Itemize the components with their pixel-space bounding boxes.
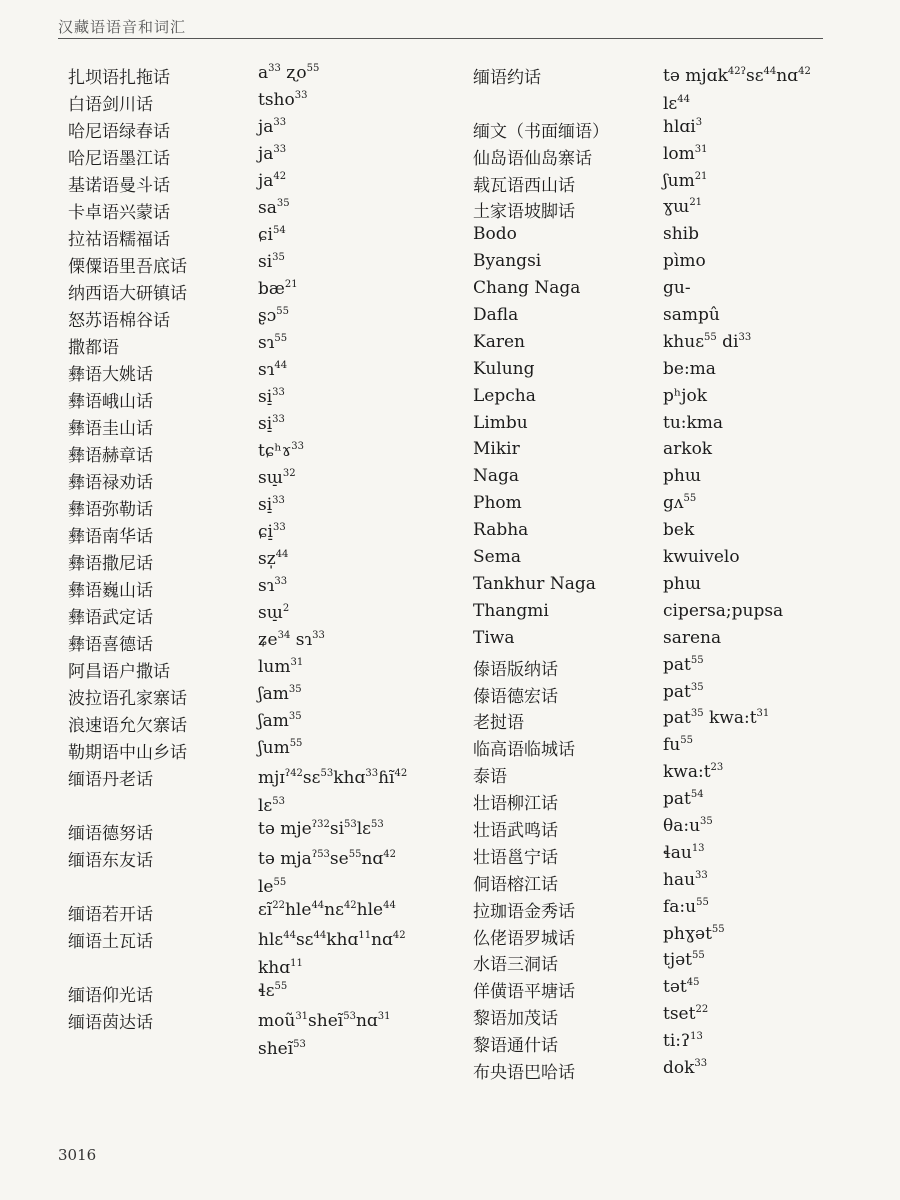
word-form: sɿ$^{44}$ — [258, 360, 288, 380]
entry-row — [68, 117, 463, 144]
dialect-name: 壮语柳江话 — [473, 794, 558, 815]
entry-row — [68, 657, 463, 684]
entry-row — [68, 306, 463, 333]
word-form-continuation: khɑ$^{11}$ — [258, 958, 303, 978]
word-form: hlɛ$^{44}$sɛ$^{44}$khɑ$^{11}$nɑ$^{42}$ khɑ$^{11}$ — [258, 927, 406, 982]
entry-row — [473, 708, 853, 735]
entry-row — [68, 225, 463, 252]
dialect-name: 彝语禄劝话 — [68, 473, 153, 493]
word-form: ʃam$^{35}$ — [258, 711, 302, 731]
word-form: ɕi$^{54}$ — [258, 225, 286, 245]
dialect-name: Kulung — [473, 358, 535, 379]
word-form: pìmo — [663, 251, 706, 272]
word-form: ti:ʔ$^{13}$ — [663, 1031, 703, 1052]
entry-row — [68, 981, 463, 1008]
word-form: $kwa:t^{23}$ — [663, 762, 724, 783]
word-form: phɯ — [663, 573, 701, 594]
dialect-name: 傣语版纳话 — [473, 659, 558, 680]
entry-row — [473, 466, 853, 493]
left-column — [68, 63, 463, 1062]
dialect-name: 侗语榕江话 — [473, 874, 558, 895]
word-form: ʃam$^{35}$ — [258, 684, 302, 704]
word-form: ʃum$^{21}$ — [663, 170, 708, 191]
entry-row — [473, 1031, 853, 1058]
dialect-name: 彝语弥勒话 — [68, 500, 153, 520]
word-form: mjɪ$^{ʔ42}$sɛ$^{53}$khɑ$^{33}$ɦĩ$^{42}$ lɛ$^{53}$ — [258, 765, 407, 820]
word-form: tə $mja^{ʔ53}se^{55}nɑ^{42}$ $le^{55}$ — [258, 846, 396, 901]
dialect-name: 布央语巴哈话 — [473, 1062, 575, 1083]
word-form: ɬɛ$^{55}$ — [258, 981, 288, 1001]
entry-row — [473, 816, 853, 843]
dialect-name: Karen — [473, 331, 525, 352]
entry-row — [68, 468, 463, 495]
dialect-name: Tiwa — [473, 627, 515, 648]
dialect-name: 波拉语孔家寨话 — [68, 689, 187, 709]
header-rule — [58, 38, 823, 39]
word-form: tə mjɑk$^{42ʔ}$sɛ$^{44}$nɑ$^{42}$ lɛ$^{44}$ — [663, 63, 811, 118]
dialect-name: 土家语坡脚话 — [473, 202, 575, 223]
dialect-name: 黎语加茂话 — [473, 1009, 558, 1030]
dialect-name: 白语剑川话 — [68, 95, 153, 115]
dialect-name: 彝语圭山话 — [68, 419, 153, 439]
entry-row — [68, 279, 463, 306]
word-form: kwuivelo — [663, 547, 740, 568]
word-form-continuation: $le^{55}$ — [258, 877, 287, 897]
dialect-name: 缅语约话 — [473, 68, 541, 88]
running-header: 汉藏语语音和词汇 — [58, 18, 187, 36]
dialect-name: 纳西语大研镇话 — [68, 284, 187, 304]
entry-row — [68, 414, 463, 441]
dialect-name: 哈尼语绿春话 — [68, 122, 170, 142]
entry-row — [473, 332, 853, 359]
word-form: sɯ̠$^{32}$ — [258, 468, 296, 488]
word-form: ɛĩ$^{22}$hle$^{44}$nɛ$^{42}$hle$^{44}$ — [258, 900, 396, 920]
word-form-continuation: lɛ$^{53}$ — [258, 796, 285, 816]
entry-row — [68, 765, 463, 819]
dialect-name: 老挝语 — [473, 713, 524, 734]
entry-row — [68, 252, 463, 279]
word-form: arkok — [663, 439, 713, 460]
entry-row — [68, 495, 463, 522]
entry-row — [68, 63, 463, 90]
dialect-name: 彝语武定话 — [68, 608, 153, 628]
word-form: pat$^{35}$ — [663, 681, 704, 702]
word-form: phɣət$^{55}$ — [663, 923, 725, 944]
dialect-name: 泰语 — [473, 767, 507, 788]
dialect-name: 基诺语曼斗话 — [68, 176, 170, 196]
word-form: gu- — [663, 278, 691, 299]
dialect-name: 彝语撒尼话 — [68, 554, 153, 574]
word-form-continuation: lɛ$^{44}$ — [663, 93, 690, 114]
dialect-name: 撒都语 — [68, 338, 119, 358]
word-form: be:ma — [663, 358, 716, 379]
dialect-name: Lepcha — [473, 385, 536, 406]
entry-row — [68, 603, 463, 630]
dialect-name: 缅语仰光话 — [68, 986, 153, 1006]
entry-row — [68, 90, 463, 117]
word-form: ɣɯ$^{21}$ — [663, 197, 703, 218]
word-form: tət$^{45}$ — [663, 977, 700, 998]
dialect-name: 彝语喜德话 — [68, 635, 153, 655]
dialect-name: 缅语丹老话 — [68, 770, 153, 790]
word-form: ʃum$^{55}$ — [258, 738, 303, 758]
word-form: lum$^{31}$ — [258, 657, 304, 677]
dialect-name: 彝语赫章话 — [68, 446, 153, 466]
entry-row — [473, 547, 853, 574]
dialect-name: 彝语南华话 — [68, 527, 153, 547]
entry-row — [473, 601, 853, 628]
entry-row — [473, 386, 853, 413]
dialect-name: 扎坝语扎拖话 — [68, 68, 170, 88]
word-form: pʰjok — [663, 385, 708, 406]
dialect-name: Tankhur Naga — [473, 573, 596, 594]
entry-row — [473, 977, 853, 1004]
word-form: sarena — [663, 627, 722, 648]
entry-row — [473, 843, 853, 870]
dialect-name: Naga — [473, 466, 520, 487]
entry-row — [473, 628, 853, 655]
word-form: moũ$^{31}$sheĩ$^{53}$nɑ$^{31}$ sheĩ$^{53}$ — [258, 1008, 391, 1063]
entry-row — [473, 171, 853, 198]
dialect-name: 彝语峨山话 — [68, 392, 153, 412]
word-form: hlɑi$^3$ — [663, 116, 703, 137]
word-form: hau$^{33}$ — [663, 869, 708, 890]
entry-row — [473, 305, 853, 332]
entry-row — [68, 711, 463, 738]
entry-row — [473, 950, 853, 977]
dialect-name: 壮语武鸣话 — [473, 820, 558, 841]
entry-row — [473, 735, 853, 762]
word-form: tu:kma — [663, 412, 724, 433]
word-form: lom$^{31}$ — [663, 143, 708, 164]
dialect-name: Rabha — [473, 520, 529, 541]
dialect-name: Mikir — [473, 439, 520, 460]
word-form: tɕʰɤ$^{33}$ — [258, 441, 305, 461]
entry-row — [473, 493, 853, 520]
word-form-continuation: sheĩ$^{53}$ — [258, 1039, 306, 1059]
word-form: sz̩$^{44}$ — [258, 549, 289, 569]
word-form: $fa:u^{55}$ — [663, 896, 709, 917]
entry-row — [473, 574, 853, 601]
word-form: $a^{33}$ ʐo$^{55}$ — [258, 63, 320, 83]
entry-row — [68, 684, 463, 711]
entry-row — [68, 171, 463, 198]
word-form: bek — [663, 520, 695, 541]
word-form: pat$^{35}$ $kwa:t^{31}$ — [663, 708, 770, 729]
dialect-name: 拉祜语糯福话 — [68, 230, 170, 250]
word-form: dok$^{33}$ — [663, 1057, 708, 1078]
word-form: $ja^{33}$ — [258, 117, 287, 137]
entry-row — [68, 738, 463, 765]
entry-row — [68, 549, 463, 576]
word-form: phɯ — [663, 466, 701, 487]
word-form: khuɛ$^{55}$ $di^{33}$ — [663, 331, 752, 352]
word-form: si̠$^{33}$ — [258, 495, 285, 515]
word-form: si̠$^{33}$ — [258, 387, 285, 407]
word-form: ʑe$^{34}$ sɿ$^{33}$ — [258, 630, 325, 650]
entry-row — [473, 870, 853, 897]
dialect-name: 卡卓语兴蒙话 — [68, 203, 170, 223]
dialect-name: Chang Naga — [473, 278, 581, 299]
entry-row — [473, 197, 853, 224]
entry-row — [473, 655, 853, 682]
right-column — [473, 63, 853, 1085]
dialect-name: Limbu — [473, 412, 528, 433]
entry-row — [473, 789, 853, 816]
entry-row — [473, 359, 853, 386]
word-form: sampû — [663, 305, 720, 326]
dialect-name: 傣语德宏话 — [473, 686, 558, 707]
entry-row — [473, 144, 853, 171]
word-form: tset$^{22}$ — [663, 1004, 709, 1025]
entry-row — [68, 846, 463, 900]
dialect-name: Dafla — [473, 305, 519, 326]
entry-row — [473, 117, 853, 144]
entry-row — [68, 387, 463, 414]
entry-row — [473, 520, 853, 547]
dialect-name: 缅文（书面缅语） — [473, 121, 609, 142]
dialect-name: 怒苏语棉谷话 — [68, 311, 170, 331]
word-form: $ja^{33}$ — [258, 144, 287, 164]
dialect-name: 黎语通什话 — [473, 1036, 558, 1057]
word-form: tsho$^{33}$ — [258, 90, 308, 110]
dialect-name: 阿昌语户撒话 — [68, 662, 170, 682]
word-form: $si^{35}$ — [258, 252, 285, 272]
entry-row — [473, 251, 853, 278]
word-form: tjət$^{55}$ — [663, 950, 705, 971]
entry-row — [68, 198, 463, 225]
dialect-name: 彝语大姚话 — [68, 365, 153, 385]
entry-row — [68, 900, 463, 927]
entry-row — [473, 63, 853, 117]
word-form: $bæ^{21}$ — [258, 279, 298, 299]
entry-row — [473, 413, 853, 440]
word-form: sɯ̠$^2$ — [258, 603, 290, 623]
entry-row — [68, 819, 463, 846]
entry-row — [473, 682, 853, 709]
entry-row — [473, 897, 853, 924]
word-form: pat$^{55}$ — [663, 654, 704, 675]
entry-row — [68, 522, 463, 549]
entry-row — [473, 278, 853, 305]
entry-row — [473, 439, 853, 466]
dialect-name: 缅语东友话 — [68, 851, 153, 871]
word-form: cipersa;pupsa — [663, 600, 784, 621]
dialect-name: 哈尼语墨江话 — [68, 149, 170, 169]
word-form: $sa^{35}$ — [258, 198, 290, 218]
word-form: sɿ$^{55}$ — [258, 333, 288, 353]
entry-row — [473, 1004, 853, 1031]
dialect-name: Byangsi — [473, 251, 542, 272]
word-form: ɬau$^{13}$ — [663, 842, 705, 863]
dialect-name: Phom — [473, 493, 522, 514]
entry-row — [68, 927, 463, 981]
dialect-name: 佯僙语平塘话 — [473, 982, 575, 1003]
word-form: gʌ$^{55}$ — [663, 493, 697, 514]
dialect-name: 壮语邕宁话 — [473, 847, 558, 868]
entry-row — [473, 762, 853, 789]
dialect-name: Sema — [473, 547, 521, 568]
entry-row — [68, 360, 463, 387]
entry-row — [68, 576, 463, 603]
dialect-name: 傈僳语里吾底话 — [68, 257, 187, 277]
entry-row — [473, 224, 853, 251]
dialect-name: Thangmi — [473, 600, 549, 621]
dialect-name: Bodo — [473, 224, 517, 245]
page-number: 3016 — [58, 1146, 97, 1164]
dialect-name: 勒期语中山乡话 — [68, 743, 187, 763]
word-form: sɿ$^{33}$ — [258, 576, 288, 596]
word-form: $\theta a:u^{35}$ — [663, 815, 713, 836]
dialect-name: 仫佬语罗城话 — [473, 928, 575, 949]
dialect-name: 缅语土瓦话 — [68, 932, 153, 952]
entry-row — [68, 333, 463, 360]
entry-row — [68, 630, 463, 657]
entry-row — [473, 1058, 853, 1085]
dialect-name: 拉珈语金秀话 — [473, 901, 575, 922]
dialect-name: 彝语巍山话 — [68, 581, 153, 601]
word-form: $fu^{55}$ — [663, 735, 693, 756]
dialect-name: 临高语临城话 — [473, 740, 575, 761]
entry-row — [68, 1008, 463, 1062]
dialect-name: 浪速语允欠寨话 — [68, 716, 187, 736]
entry-row — [68, 144, 463, 171]
word-form: $ja^{42}$ — [258, 171, 287, 191]
word-form: si̠$^{33}$ — [258, 414, 285, 434]
word-form: tə $mje^{ʔ32}si^{53}lɛ^{53}$ — [258, 819, 384, 839]
entry-row — [473, 924, 853, 951]
word-form: shib — [663, 224, 699, 245]
word-form: pat$^{54}$ — [663, 789, 704, 810]
dialect-name: 缅语茵达话 — [68, 1013, 153, 1033]
dialect-name: 仙岛语仙岛寨话 — [473, 148, 592, 169]
word-form: ɕi̠$^{33}$ — [258, 522, 286, 542]
entry-row — [68, 441, 463, 468]
dialect-name: 缅语德努话 — [68, 824, 153, 844]
dialect-name: 载瓦语西山话 — [473, 175, 575, 196]
dialect-name: 缅语若开话 — [68, 905, 153, 925]
word-form: ʂɔ$^{55}$ — [258, 306, 289, 326]
dialect-name: 水语三洞话 — [473, 955, 558, 976]
